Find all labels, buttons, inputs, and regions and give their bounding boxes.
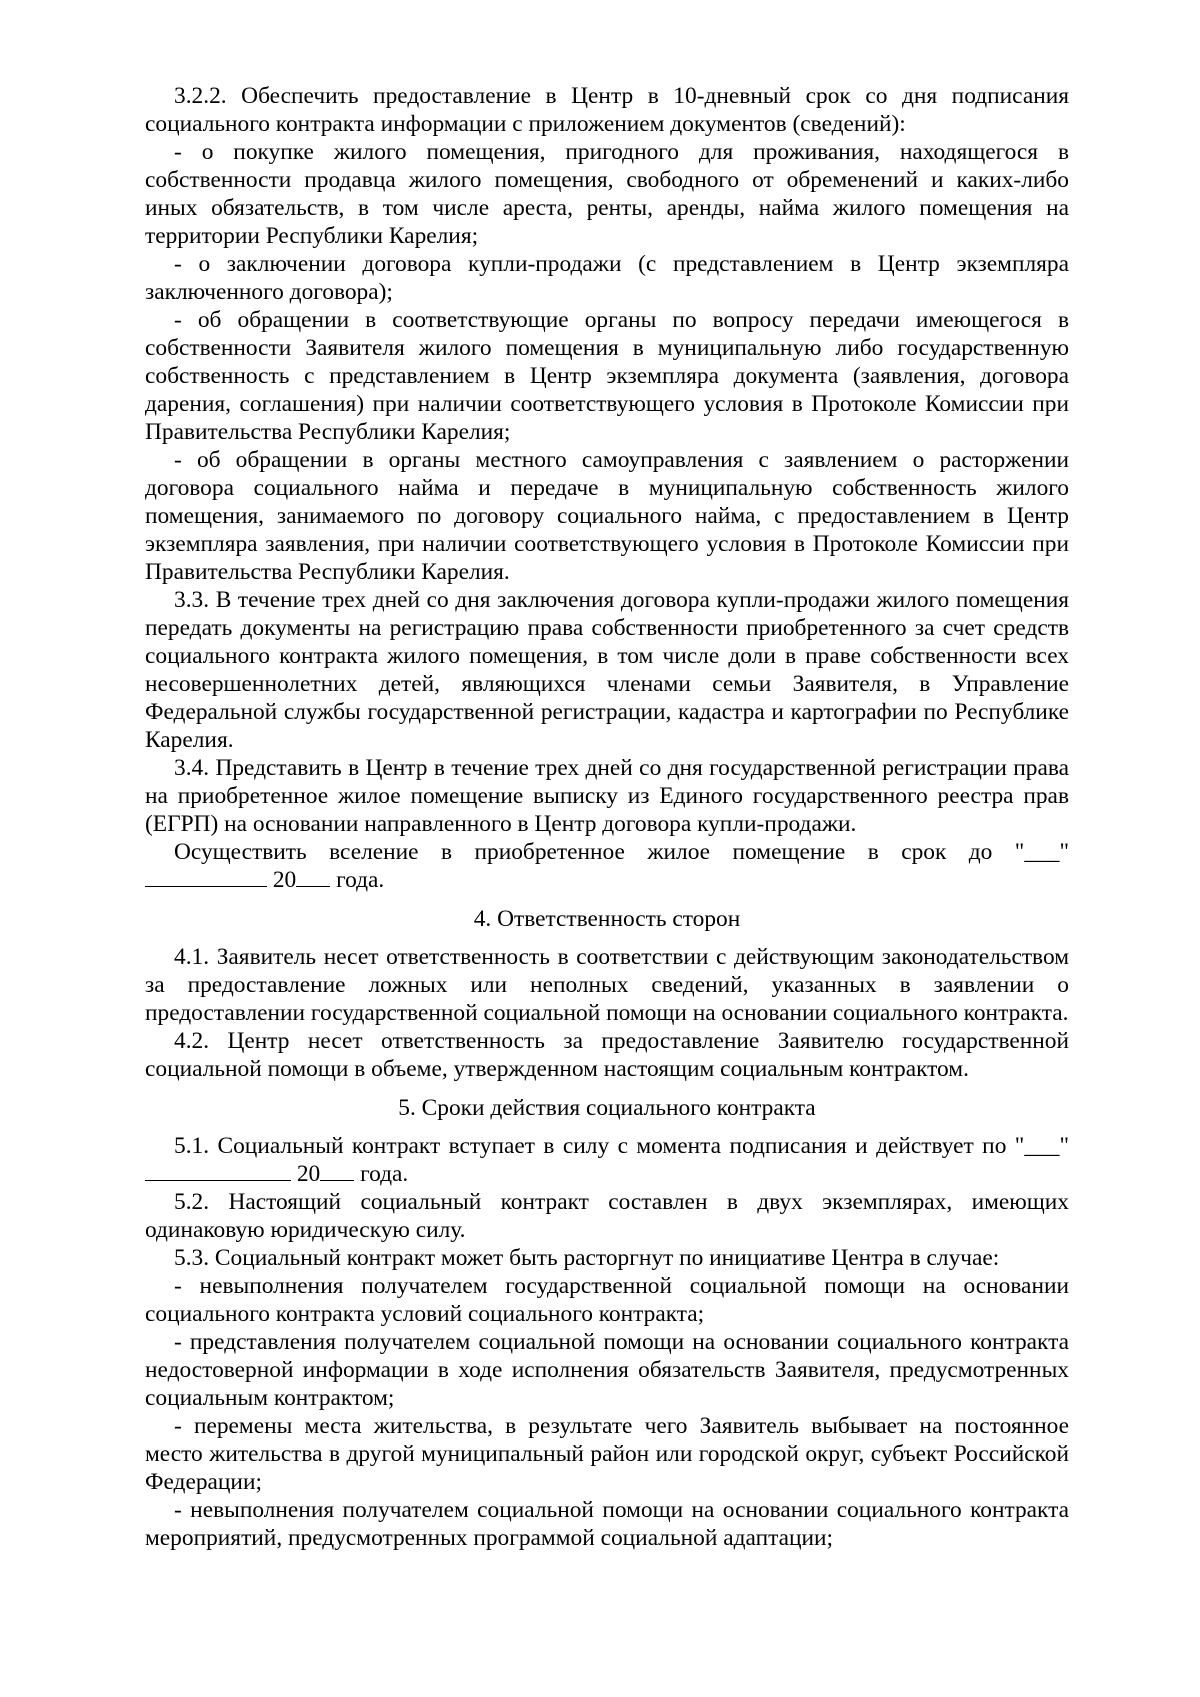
year-prefix: 20 (296, 1161, 321, 1187)
paragraph-5-3-c: - перемены места жительства, в результате чего Заявитель выбывает на постоянное место жительства в другой муниципальный район или городской округ, субъект Российской Федерации; (145, 1413, 1069, 1495)
date-blank (145, 1161, 291, 1181)
paragraph-3-4: 3.4. Представить в Центр в течение трех дней со дня государственной регистрации права на приобретенное жилое помещение выписку из Единого государственного реестра прав (ЕГРП) на основании направленного в Центр договора купли-продажи. (145, 755, 1069, 837)
paragraph-5-1: 5.1. Социальный контракт вступает в силу с момента подписания и действует по "___" (174, 1133, 1069, 1159)
paragraph-termination-lease: - об обращении в органы местного самоуправления с заявлением о расторжении договора социального найма и передаче в муниципальную собственность жилого помещения, занимаемого по договору социального найма, с предоставлением в Центр экземпляра заявления, при наличии соответствующего условия в Протоколе Комиссии при Правительства Республики Карелия. (145, 447, 1069, 585)
move-in-date-line (145, 866, 1069, 894)
paragraph-purchase: - о покупке жилого помещения, пригодного для проживания, находящегося в собственности продавца жилого помещения, свободного от обременений и каких-либо иных обязательств, в том числе ареста, ренты, аренды, найма жилого помещения на территории Республики Карелия; (145, 139, 1069, 249)
paragraph-5-3-a: - невыполнения получателем государственной социальной помощи на основании социального контракта условий социального контракта; (145, 1273, 1069, 1327)
paragraph-5-3-d: - невыполнения получателем социальной помощи на основании социального контракта мероприятий, предусмотренных программой социальной адаптации; (145, 1497, 1069, 1551)
paragraph-transfer: - об обращении в соответствующие органы по вопросу передачи имеющегося в собственности Заявителя жилого помещения в муниципальную либо государственную собственность с представлением в Центр экземпляра документа (заявления, договора дарения, соглашения) при наличии соответствующего условия в Протоколе Комиссии при Правительства Республики Карелия; (145, 307, 1069, 445)
paragraph-3-3: 3.3. В течение трех дней со дня заключения договора купли-продажи жилого помещения передать документы на регистрацию права собственности приобретенного за счет средств социального контракта жилого помещения, в том числе доли в праве собственности всех несовершеннолетних детей, являющихся членами семьи Заявителя, в Управление Федеральной службы государственной регистрации, кадастра и картографии по Республике Карелия. (145, 587, 1069, 753)
year-prefix: 20 (272, 867, 297, 893)
document-page (145, 82, 1069, 1552)
paragraph-contract: - о заключении договора купли-продажи (с представлением в Центр экземпляра заключенного договора); (145, 251, 1069, 305)
paragraph-5-3: 5.3. Социальный контракт может быть расторгнут по инициативе Центра в случае: (174, 1245, 1000, 1271)
move-in-line: Осуществить вселение в приобретенное жилое помещение в срок до "___" (174, 839, 1069, 865)
year-blank (296, 867, 330, 887)
term-date-line (145, 1160, 1069, 1188)
paragraph-4-1: 4.1. Заявитель несет ответственность в соответствии с действующим законодательством за предоставление ложных или неполных сведений, указанных в заявлении о предоставлении государственной социальной помощи на основании социального контракта. (145, 944, 1069, 1026)
year-suffix: года. (360, 1161, 409, 1187)
paragraph-3-2-2: 3.2.2. Обеспечить предоставление в Центр в 10-дневный срок со дня подписания социального контракта информации с приложением документов (сведений): (145, 83, 1069, 137)
year-blank (320, 1161, 354, 1181)
section-4-title: 4. Ответственность сторон (473, 906, 741, 932)
paragraph-5-3-b: - представления получателем социальной помощи на основании социального контракта недостоверной информации в ходе исполнения обязательств Заявителя, предусмотренных социальным контрактом; (145, 1329, 1069, 1411)
paragraph-4-2: 4.2. Центр несет ответственность за предоставление Заявителю государственной социальной помощи в объеме, утвержденном настоящим социальным контрактом. (145, 1028, 1069, 1082)
paragraph-5-2: 5.2. Настоящий социальный контракт составлен в двух экземплярах, имеющих одинаковую юридическую силу. (145, 1189, 1069, 1243)
year-suffix: года. (336, 867, 385, 893)
date-blank (145, 867, 267, 887)
section-5-title: 5. Сроки действия социального контракта (398, 1095, 816, 1121)
